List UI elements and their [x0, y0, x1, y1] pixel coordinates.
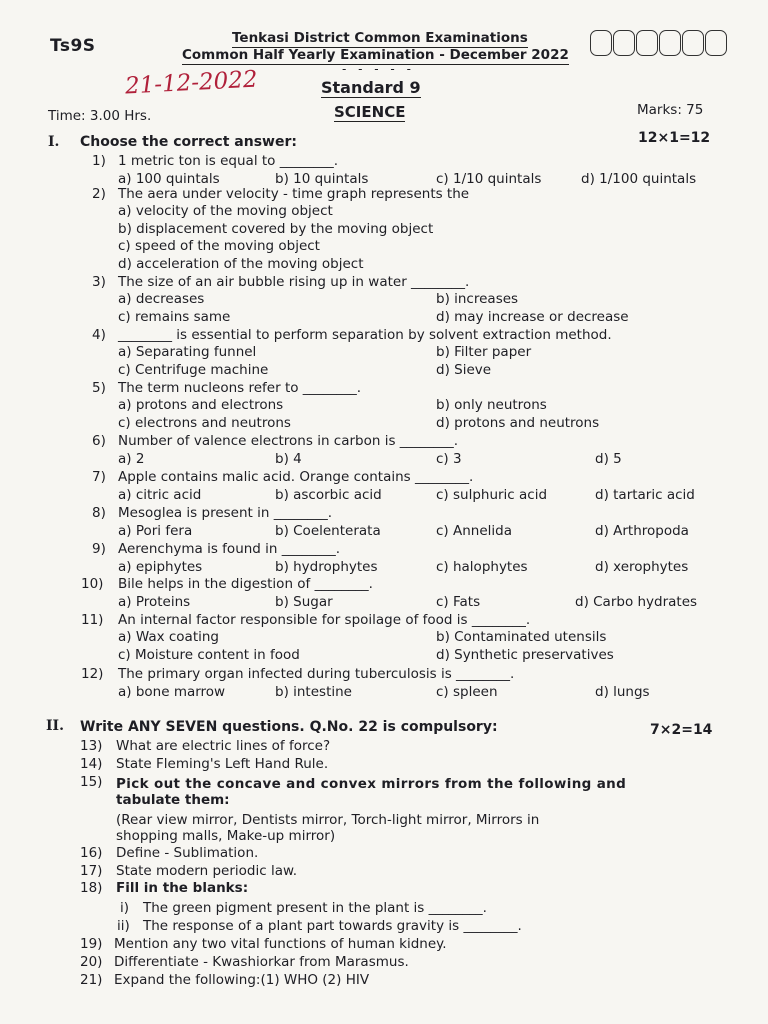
option-c: c) Centrifuge machine: [118, 362, 269, 378]
option-d: d) may increase or decrease: [436, 309, 629, 325]
section-1-score: 12×1=12: [638, 130, 711, 146]
option-a: a) Proteins: [118, 594, 191, 610]
option-b: b) displacement covered by the moving object: [118, 220, 434, 237]
option-a: a) velocity of the moving object: [118, 203, 333, 219]
option-a: a) 100 quintals: [118, 171, 220, 187]
question-text: The primary organ infected during tuberculosis is ________.: [118, 666, 515, 682]
register-box: [682, 30, 704, 56]
option-d: d) protons and neutrons: [436, 415, 600, 431]
question-text: What are electric lines of force?: [116, 738, 331, 754]
question-text: Expand the following:(1) WHO (2) HIV: [114, 972, 370, 988]
option-a: a) Wax coating: [118, 629, 219, 645]
option-d: d) Sieve: [436, 362, 492, 378]
question-text: The size of an air bubble rising up in water ________.: [118, 274, 470, 290]
question-text: Apple contains malic acid. Orange contains ________.: [118, 469, 474, 485]
question-text: Aerenchyma is found in ________.: [118, 541, 341, 557]
option-a: a) decreases: [118, 291, 205, 307]
exam-board-title: Tenkasi District Common Examinations: [232, 30, 528, 46]
subquestion-number: i): [120, 900, 130, 916]
question-text: 1 metric ton is equal to ________.: [118, 153, 339, 169]
question-number: 20): [80, 954, 103, 970]
option-c: c) Moisture content in food: [118, 647, 300, 663]
question-text: (Rear view mirror, Dentists mirror, Torch-light mirror, Mirrors in: [116, 812, 540, 828]
question-number: 13): [80, 738, 103, 754]
option-d: d) lungs: [595, 684, 650, 700]
question-number: 7): [92, 469, 106, 485]
subquestion-text: The green pigment present in the plant is ________.: [143, 900, 487, 916]
option-b: b) 10 quintals: [275, 171, 369, 187]
option-d: d) 1/100 quintals: [581, 171, 697, 187]
question-number: 9): [92, 541, 106, 557]
register-box: [613, 30, 635, 56]
subquestion-number: ii): [117, 918, 130, 934]
question-number: 6): [92, 433, 106, 449]
option-d: d) 5: [595, 451, 622, 467]
option-b: b) only neutrons: [436, 397, 547, 413]
question-number: 8): [92, 505, 106, 521]
option-c: c) 3: [436, 451, 462, 467]
question-text: ________ is essential to perform separation by solvent extraction method.: [118, 327, 612, 343]
question-text: Fill in the blanks:: [116, 880, 249, 896]
section-2-score: 7×2=14: [650, 722, 713, 738]
question-number: 19): [80, 936, 103, 952]
option-c: c) speed of the moving object: [118, 238, 320, 254]
option-c: c) halophytes: [436, 559, 528, 575]
option-a: a) epiphytes: [118, 559, 203, 575]
section-2-title: Write ANY SEVEN questions. Q.No. 22 is compulsory:: [80, 719, 498, 735]
question-number: 11): [81, 612, 104, 628]
option-d: d) Arthropoda: [595, 523, 689, 539]
option-b: b) hydrophytes: [275, 559, 378, 575]
option-b: b) 4: [275, 451, 302, 467]
question-number: 12): [81, 666, 104, 682]
option-b: b) Contaminated utensils: [436, 629, 607, 645]
subquestion-text: The response of a plant part towards gravity is ________.: [143, 918, 522, 934]
option-c: c) sulphuric acid: [436, 487, 548, 503]
register-box: [636, 30, 658, 56]
question-text: State Fleming's Left Hand Rule.: [116, 756, 329, 772]
question-text: State modern periodic law.: [116, 863, 298, 879]
option-c: c) Fats: [436, 594, 481, 610]
question-text: Differentiate - Kwashiorkar from Marasmus.: [114, 954, 409, 970]
option-a: a) Separating funnel: [118, 344, 257, 360]
question-number: 4): [92, 327, 106, 343]
section-1-title: Choose the correct answer:: [80, 134, 297, 150]
option-a: a) Pori fera: [118, 523, 193, 539]
option-a: a) bone marrow: [118, 684, 226, 700]
option-a: a) citric acid: [118, 487, 202, 503]
register-box: [659, 30, 681, 56]
option-a: a) protons and electrons: [118, 397, 284, 413]
question-number: 10): [81, 576, 104, 592]
question-number: 15): [80, 774, 103, 790]
option-d: d) Synthetic preservatives: [436, 647, 614, 663]
question-text: Define - Sublimation.: [116, 845, 259, 861]
option-c: c) spleen: [436, 684, 498, 700]
question-text: The aera under velocity - time graph represents the: [118, 186, 470, 202]
option-d: d) acceleration of the moving object: [118, 255, 364, 272]
subject-label: SCIENCE: [334, 103, 406, 121]
option-a: a) 2: [118, 451, 145, 467]
question-number: 14): [80, 756, 103, 772]
option-b: b) increases: [436, 291, 519, 307]
option-d: d) Carbo hydrates: [575, 594, 698, 610]
paper-code: Ts9S: [50, 36, 96, 56]
section-1-number: I.: [48, 134, 60, 150]
question-text: Bile helps in the digestion of ________.: [118, 576, 373, 592]
question-text: An internal factor responsible for spoilage of food is ________.: [118, 612, 531, 628]
question-text: The term nucleons refer to ________.: [118, 380, 362, 396]
question-text: Mesoglea is present in ________.: [118, 505, 333, 521]
option-d: d) tartaric acid: [595, 487, 695, 503]
option-c: c) Annelida: [436, 523, 512, 539]
header-dashes: - - - - -: [342, 62, 415, 76]
question-number: 5): [92, 380, 106, 396]
question-number: 17): [80, 863, 103, 879]
question-text: shopping malls, Make-up mirror): [116, 828, 336, 844]
question-number: 16): [80, 845, 103, 861]
question-text: Pick out the concave and convex mirrors from the following and: [116, 776, 627, 792]
option-c: c) 1/10 quintals: [436, 171, 542, 187]
question-number: 18): [80, 880, 103, 896]
option-c: c) remains same: [118, 309, 231, 325]
register-box: [590, 30, 612, 56]
section-2-number: II.: [46, 718, 64, 734]
option-d: d) xerophytes: [595, 559, 689, 575]
option-b: b) ascorbic acid: [275, 487, 382, 503]
standard-label: Standard 9: [321, 78, 421, 97]
handwritten-date: 21-12-2022: [124, 66, 259, 100]
question-text: Mention any two vital functions of human kidney.: [114, 936, 447, 952]
option-b: b) Coelenterata: [275, 523, 381, 539]
question-text: tabulate them:: [116, 792, 230, 808]
option-b: b) Filter paper: [436, 344, 532, 360]
question-text: Number of valence electrons in carbon is ________.: [118, 433, 459, 449]
marks-label: Marks: 75: [637, 102, 704, 118]
exam-name: Common Half Yearly Examination - December 2022: [182, 47, 569, 63]
time-label: Time: 3.00 Hrs.: [48, 108, 152, 124]
register-box: [705, 30, 727, 56]
option-b: b) intestine: [275, 684, 352, 700]
option-b: b) Sugar: [275, 594, 333, 610]
question-number: 3): [92, 274, 106, 290]
question-number: 21): [80, 972, 103, 988]
question-number: 2): [92, 186, 106, 202]
question-number: 1): [92, 153, 106, 169]
register-number-boxes: [590, 30, 727, 56]
option-c: c) electrons and neutrons: [118, 415, 291, 431]
